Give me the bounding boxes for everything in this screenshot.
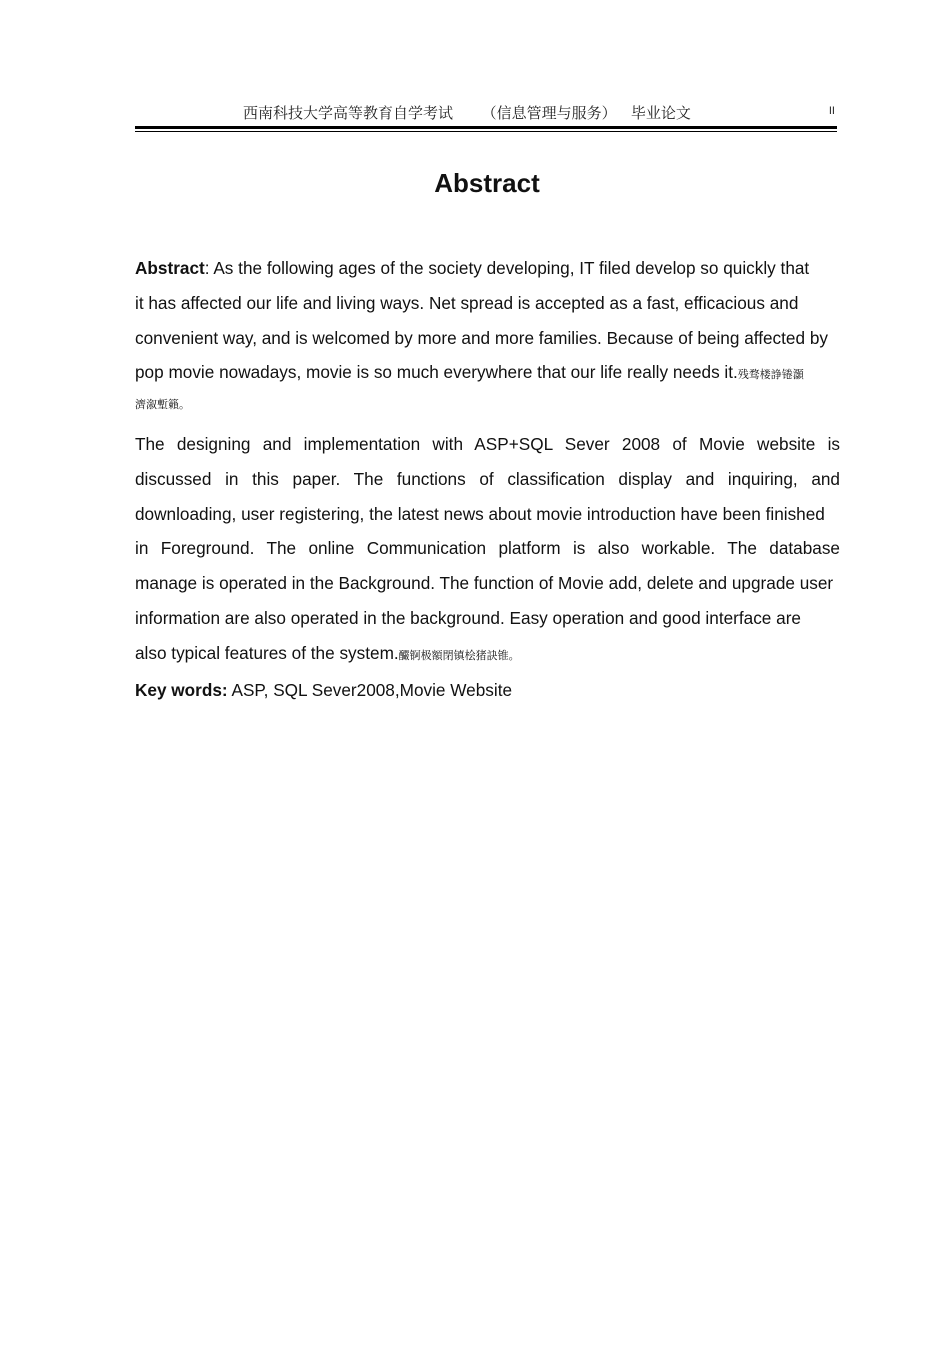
- abstract-line: it has affected our life and living ways. Net spread is accepted as a fast, efficacious and: [135, 292, 799, 313]
- abstract-line: [135, 355, 860, 393]
- body-paragraph: [135, 427, 865, 674]
- abstract-label: Abstract: [135, 258, 205, 278]
- body-line: The designing and implementation with ASP+SQL Sever 2008 of Movie website is: [135, 434, 840, 454]
- header-title: 西南科技大学高等教育自学考试 （信息管理与服务） 毕业论文: [243, 104, 691, 122]
- garbled-text: 濟溆塹籟。: [135, 398, 190, 412]
- body-line: manage is operated in the Background. The function of Movie add, delete and upgrade user: [135, 573, 834, 594]
- abstract-line: [135, 251, 860, 286]
- abstract-text: : As the following ages of the society developing, IT filed develop so quickly that: [204, 258, 810, 278]
- header-rule-thick: [135, 126, 837, 129]
- keywords-label: Key words:: [135, 680, 228, 700]
- page-header: [135, 96, 837, 122]
- body-line: [135, 636, 865, 674]
- garbled-text: 残骛楼諍锩灝: [737, 368, 804, 382]
- body-line: in Foreground. The online Communication platform is also workable. The database: [135, 538, 840, 559]
- body-line: information are also operated in the background. Easy operation and good interface are: [135, 607, 801, 628]
- keywords-value: ASP, SQL Sever2008,Movie Website: [227, 680, 513, 700]
- garbled-text: 釅锕极額閉镇桧猪訣锥。: [398, 648, 520, 662]
- abstract-text: pop movie nowadays, movie is so much everywhere that our life really needs it.: [135, 362, 738, 383]
- body-text: also typical features of the system.: [135, 642, 399, 663]
- body-line: downloading, user registering, the latest news about movie introduction have been finished: [135, 503, 825, 524]
- page-number: II: [828, 105, 835, 117]
- body-line: discussed in this paper. The functions of classification display and inquiring, and: [135, 468, 840, 489]
- abstract-paragraph: [135, 251, 860, 421]
- abstract-line: convenient way, and is welcomed by more and more families. Because of being affected by: [135, 327, 828, 348]
- abstract-title: Abstract: [434, 168, 540, 198]
- header-rule-thin: [135, 131, 837, 132]
- keywords: [135, 680, 512, 701]
